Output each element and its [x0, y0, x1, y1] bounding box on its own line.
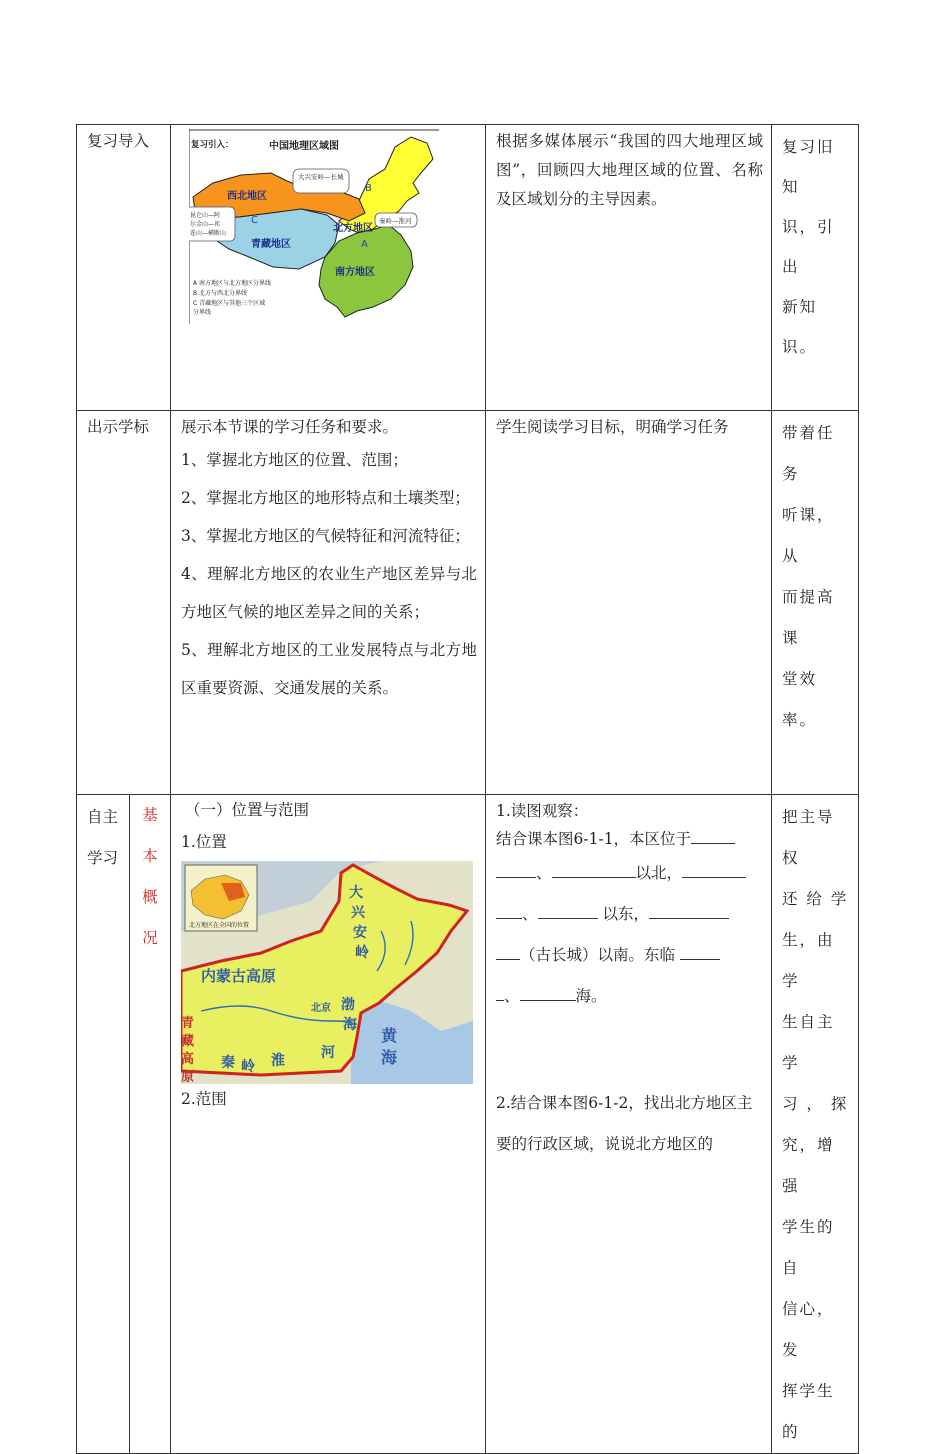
region-label: 北方地区	[333, 223, 373, 234]
svg-text:C 青藏地区与其他三个区域: C 青藏地区与其他三个区域	[193, 300, 266, 307]
svg-text:河: 河	[321, 1045, 335, 1061]
china-region-map-image	[189, 129, 439, 324]
student-cell	[486, 411, 772, 795]
intent-text: 复习旧知 识，引出 新知识。	[782, 138, 835, 356]
svg-text:渤: 渤	[341, 997, 355, 1013]
svg-text:内蒙古高原: 内蒙古高原	[201, 967, 277, 985]
svg-text:安: 安	[353, 925, 367, 941]
svg-text:C: C	[251, 215, 258, 226]
student-activity: 根据多媒体展示“我国的四大地理区域图”，回顾四大地理区域的位置、名称及区域划分的主导因素。	[496, 132, 763, 208]
svg-text:A 南方地区与北方地区分界线: A 南方地区与北方地区分界线	[193, 280, 272, 287]
stage-cell	[77, 125, 171, 411]
svg-text:B 北方与西北分界线: B 北方与西北分界线	[193, 290, 248, 297]
region-label: 西北地区	[227, 191, 267, 202]
section-title: （一）位置与范围	[185, 801, 310, 819]
teacher-cell	[171, 125, 486, 411]
svg-text:A: A	[361, 239, 368, 250]
svg-text:兴: 兴	[351, 905, 365, 921]
teacher-cell	[171, 795, 486, 1454]
sub-stage-char: 概	[142, 888, 158, 906]
sub-stage-char: 况	[142, 929, 158, 947]
svg-text:分界线: 分界线	[193, 309, 212, 316]
stage-label: 出示学标	[87, 418, 150, 436]
goal-item: 1、掌握北方地区的位置、范围；	[181, 451, 408, 469]
svg-text:青: 青	[181, 1016, 195, 1031]
svg-text:尔金山—祁: 尔金山—祁	[190, 221, 221, 228]
table-row-self-study	[77, 795, 859, 1454]
goal-item: 3、掌握北方地区的气候特征和河流特征；	[181, 527, 470, 545]
north-region-map	[181, 861, 473, 1084]
svg-text:岭: 岭	[241, 1059, 255, 1075]
svg-text:原: 原	[181, 1070, 195, 1084]
goal-item: 4、理解北方地区的农业生产地区差异与北方地区气候的地区差异之间的关系；	[181, 565, 477, 621]
svg-text:北京: 北京	[311, 1003, 331, 1014]
question-line: （古长城）以南。东临	[496, 935, 763, 976]
question-line: 结合课本图6-1-1，本区位于	[496, 825, 763, 853]
svg-text:大兴安岭—长城: 大兴安岭—长城	[298, 173, 344, 181]
svg-text:昆仑山—阿: 昆仑山—阿	[190, 212, 221, 219]
svg-text:藏: 藏	[181, 1034, 195, 1049]
intent-cell	[772, 411, 859, 795]
svg-text:中国地理区域图: 中国地理区域图	[269, 141, 339, 152]
stage-cell	[77, 411, 171, 795]
svg-text:海: 海	[343, 1017, 357, 1033]
svg-text:秦岭—淮河: 秦岭—淮河	[379, 217, 412, 225]
lesson-plan-table	[76, 124, 859, 1454]
svg-text:秦: 秦	[221, 1055, 235, 1071]
sub-stage-char: 本	[142, 847, 158, 865]
range-label: 2.范围	[181, 1090, 227, 1108]
intent-cell	[772, 125, 859, 411]
stage-label: 自主	[87, 808, 119, 826]
student-activity: 学生阅读学习目标，明确学习任务	[496, 418, 729, 436]
question-2: 2.结合课本图6-1-2，找出北方地区主要的行政区域，说说北方地区的	[496, 1094, 753, 1153]
question-title: 1.读图观察：	[496, 802, 589, 820]
table-row-goals	[77, 411, 859, 795]
question-line: 、 海。	[496, 976, 763, 1017]
svg-text:岭: 岭	[355, 945, 369, 961]
region-label: 南方地区	[335, 267, 375, 278]
position-label: 1.位置	[181, 833, 227, 851]
student-cell	[486, 125, 772, 411]
svg-text:连山—横断山: 连山—横断山	[190, 230, 227, 237]
question-line: 、 以北，	[496, 853, 763, 894]
svg-text:黄: 黄	[381, 1026, 398, 1045]
goal-item: 2、掌握北方地区的地形特点和土壤类型；	[181, 489, 470, 507]
intent-cell	[772, 795, 859, 1454]
region-label: 青藏地区	[251, 239, 291, 250]
china-region-map	[189, 129, 439, 324]
svg-text:海: 海	[381, 1048, 398, 1067]
svg-text:大: 大	[349, 885, 363, 901]
intent-text: 把主导权 还 给 学 生，由学 生自主学 习 ， 探 究，增强 学生的自 信心，发 挥学生的	[782, 808, 849, 1441]
stage-label: 复习导入	[87, 132, 150, 150]
student-cell	[486, 795, 772, 1454]
table-row-review	[77, 125, 859, 411]
stage-label: 学习	[87, 849, 119, 867]
teacher-cell	[171, 411, 486, 795]
stage-cell	[77, 795, 130, 1454]
intent-text: 带着任务 听课，从 而提高课 堂效率。	[782, 424, 835, 729]
svg-text:B: B	[365, 183, 372, 194]
svg-text:淮: 淮	[271, 1053, 285, 1069]
goal-item: 5、理解北方地区的工业发展特点与北方地区重要资源、交通发展的关系。	[181, 641, 477, 697]
sub-stage-cell	[130, 795, 171, 1454]
svg-text:北方地区在全国的位置: 北方地区在全国的位置	[189, 922, 250, 929]
svg-text:高: 高	[181, 1052, 195, 1067]
north-region-map-image	[181, 861, 473, 1084]
goals-intro: 展示本节课的学习任务和要求。	[181, 418, 399, 436]
question-line: 、 以东，	[496, 894, 763, 935]
sub-stage-char: 基	[142, 806, 158, 824]
svg-text:复习引入：: 复习引入：	[191, 140, 234, 150]
